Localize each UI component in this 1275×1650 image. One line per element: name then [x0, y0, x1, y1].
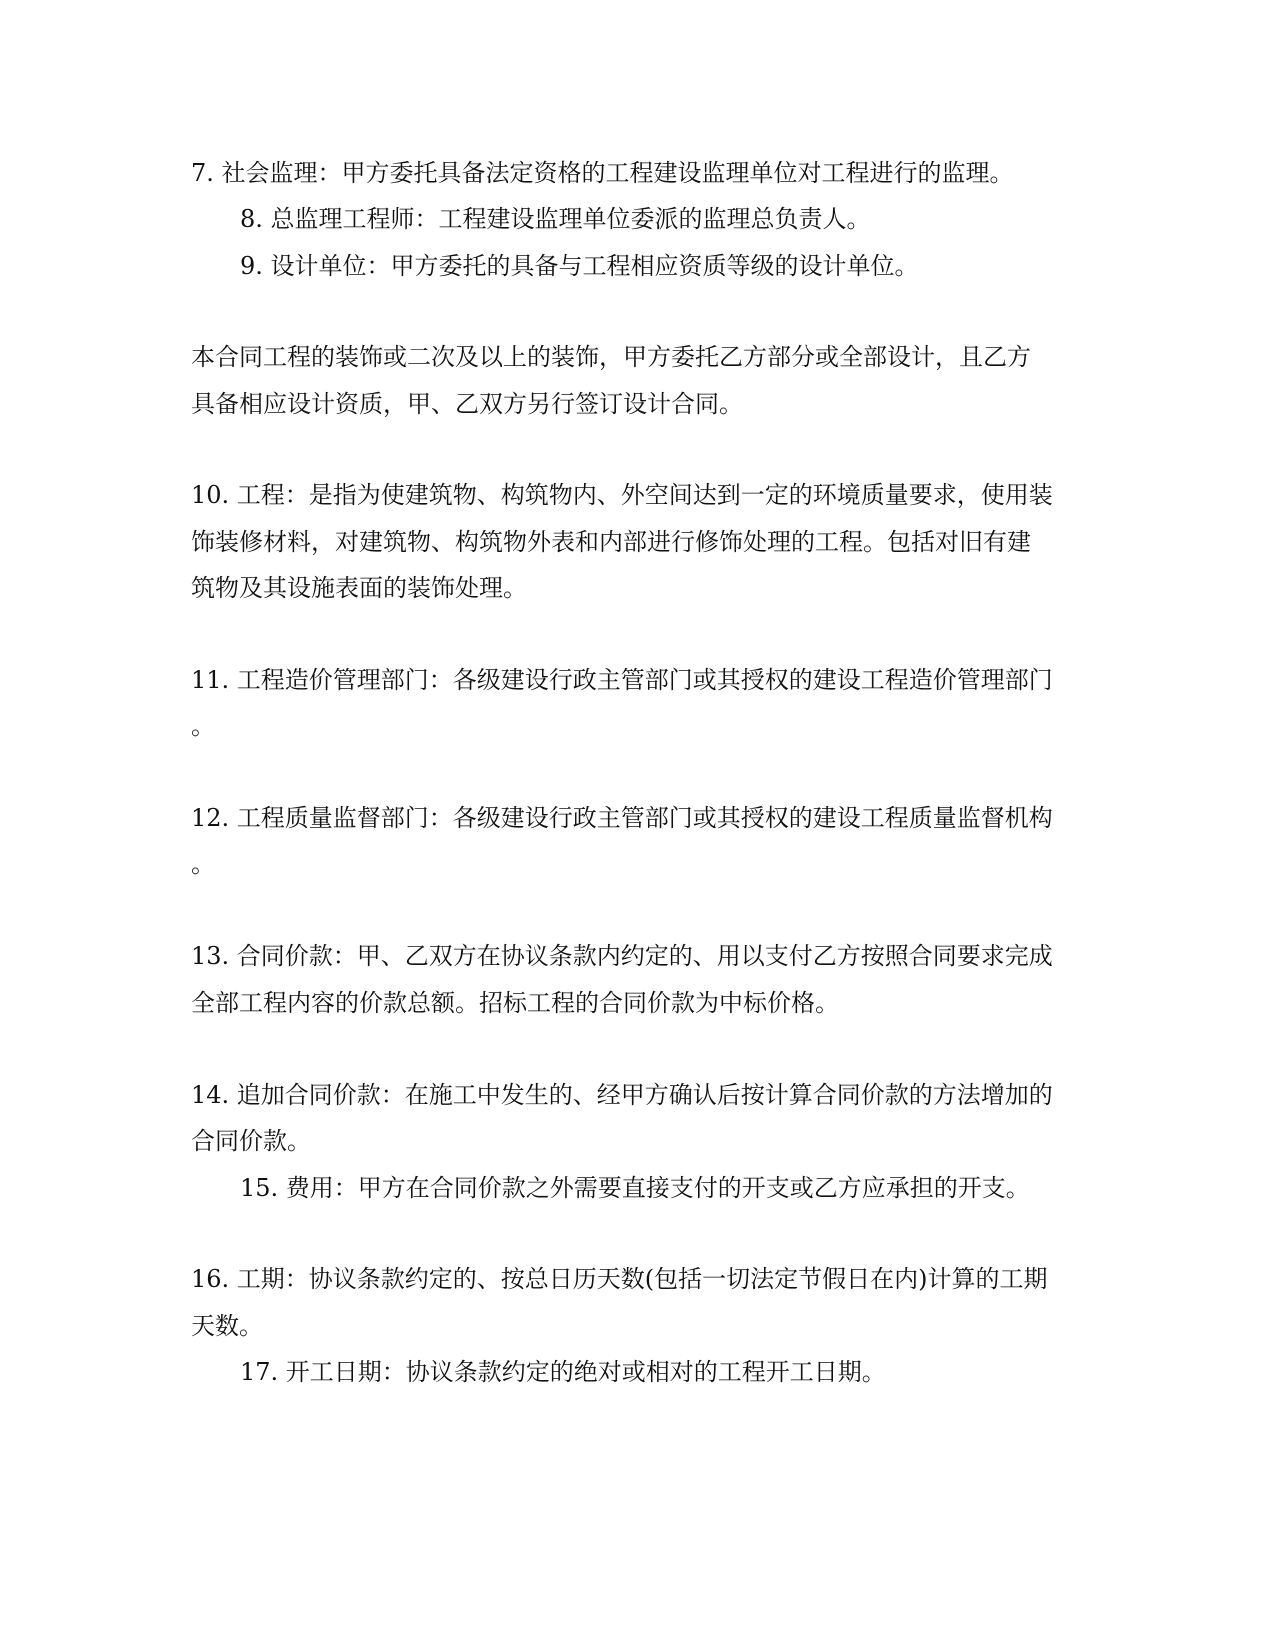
clause-14-line-2: 合同价款。	[191, 1127, 311, 1155]
clause-13-line-2: 全部工程内容的价款总额。招标工程的合同价款为中标价格。	[191, 989, 839, 1017]
clause-10-line-3: 筑物及其设施表面的装饰处理。	[191, 574, 527, 602]
clause-16-line-2: 天数。	[191, 1312, 263, 1340]
clause-12-line-2: 。	[191, 850, 215, 878]
clause-14-line-1: 14. 追加合同价款：在施工中发生的、经甲方确认后按计算合同价款的方法增加的	[191, 1081, 1053, 1109]
clause-13-line-1: 13. 合同价款：甲、乙双方在协议条款内约定的、用以支付乙方按照合同要求完成	[191, 942, 1053, 970]
clause-15-line: 15. 费用：甲方在合同价款之外需要直接支付的开支或乙方应承担的开支。	[240, 1174, 1030, 1202]
clause-10-line-1: 10. 工程：是指为使建筑物、构筑物内、外空间达到一定的环境质量要求，使用装	[191, 481, 1053, 509]
clause-11-line-2: 。	[191, 712, 215, 740]
clause-9-line: 9. 设计单位：甲方委托的具备与工程相应资质等级的设计单位。	[240, 252, 919, 280]
design-paragraph-line-2: 具备相应设计资质，甲、乙双方另行签订设计合同。	[191, 390, 743, 418]
clause-7-line: 7. 社会监理：甲方委托具备法定资格的工程建设监理单位对工程进行的监理。	[191, 159, 1014, 187]
clause-16-line-1: 16. 工期：协议条款约定的、按总日历天数(包括一切法定节假日在内)计算的工期	[191, 1265, 1048, 1293]
clause-8-line: 8. 总监理工程师：工程建设监理单位委派的监理总负责人。	[240, 205, 871, 233]
clause-11-line-1: 11. 工程造价管理部门：各级建设行政主管部门或其授权的建设工程造价管理部门	[191, 666, 1053, 694]
clause-10-line-2: 饰装修材料，对建筑物、构筑物外表和内部进行修饰处理的工程。包括对旧有建	[191, 528, 1031, 556]
design-paragraph-line-1: 本合同工程的装饰或二次及以上的装饰，甲方委托乙方部分或全部设计，且乙方	[191, 343, 1031, 371]
clause-17-line: 17. 开工日期：协议条款约定的绝对或相对的工程开工日期。	[240, 1358, 886, 1386]
clause-12-line-1: 12. 工程质量监督部门：各级建设行政主管部门或其授权的建设工程质量监督机构	[191, 804, 1053, 832]
